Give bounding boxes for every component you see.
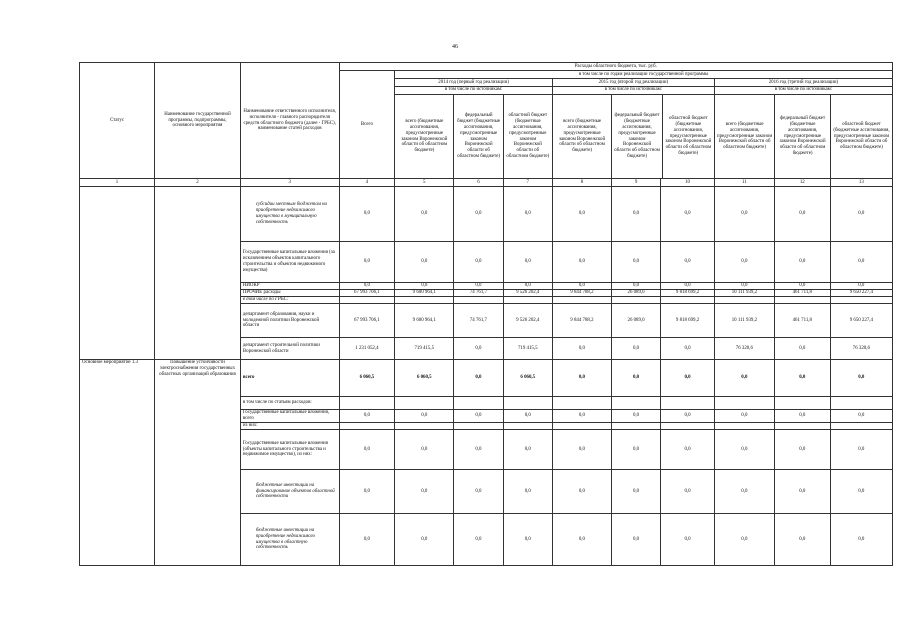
column-number: 10: [661, 179, 715, 187]
header-col-regional: областной бюджет (бюджетные ассигнования, предусмотренные законом Воронежской области об областном бюджете): [665, 115, 712, 157]
value-cell: 67 993 706,1: [339, 304, 395, 338]
header-col-total-alloc: всего (бюджетные ассигнования, предусмотренные законом Воронежской области об областном бюджете): [715, 95, 775, 178]
header-year-2015: 2015 год (второй год реализации): [552, 79, 714, 87]
status-cell: [80, 187, 155, 242]
row-label: всего: [240, 360, 339, 397]
header-by-sources-2015: в том числе по источникам:: [553, 87, 714, 95]
column-number: 1: [80, 179, 155, 187]
value-cell: 74 761,7: [454, 290, 503, 297]
value-cell: 10 111 939,2: [714, 304, 774, 338]
value-cell: 0,0: [661, 430, 715, 470]
status-cell: [80, 290, 155, 297]
column-number: 5: [395, 179, 454, 187]
value-cell: 0,0: [774, 410, 830, 423]
value-cell: 26 089,0: [611, 290, 660, 297]
value-cell: 0,0: [339, 410, 395, 423]
value-cell: 0,0: [661, 410, 715, 423]
value-cell: 0,0: [661, 242, 715, 283]
value-cell: 9 526 202,4: [503, 290, 552, 297]
status-cell: [80, 514, 155, 566]
header-col-regional: областной бюджет (бюджетные ассигнования, предусмотренные законом Воронежской области об областном бюджете): [506, 112, 550, 160]
row-label: бюджетные инвестиции на приобретение недвижимого имущества в областную собственность: [240, 514, 339, 566]
value-cell: 0,0: [714, 242, 774, 283]
table-row: [80, 290, 893, 297]
value-cell: 0,0: [830, 360, 892, 397]
value-cell: 461 711,8: [774, 304, 830, 338]
value-cell: 0,0: [714, 514, 774, 566]
column-numbers-row: [80, 179, 893, 187]
value-cell: 0,0: [611, 410, 660, 423]
table-row: [80, 430, 893, 470]
program-cell: [155, 338, 241, 360]
program-cell: Повышение устойчивости электроснабжения государственных областных организаций образования: [155, 360, 241, 397]
value-cell: 0,0: [503, 283, 552, 290]
table-row: [80, 514, 893, 566]
table-row: [80, 397, 893, 410]
page-number: 46: [452, 44, 458, 50]
value-cell: 0,0: [395, 187, 454, 242]
value-cell: 6 060,5: [395, 360, 454, 397]
value-cell: 6 060,5: [339, 360, 395, 397]
value-cell: 0,0: [611, 242, 660, 283]
table-row: [80, 360, 893, 397]
status-cell: [80, 304, 155, 338]
value-cell: 0,0: [339, 187, 395, 242]
value-cell: 0,0: [454, 514, 503, 566]
value-cell: 0,0: [611, 470, 660, 514]
column-number: 4: [339, 179, 395, 187]
value-cell: 0,0: [661, 360, 715, 397]
value-cell: 0,0: [395, 514, 454, 566]
value-cell: 9 526 202,4: [503, 304, 552, 338]
row-label: в том числе по ГРБС:: [240, 297, 339, 304]
value-cell: 9 600 964,1: [395, 304, 454, 338]
value-cell: 0,0: [503, 470, 552, 514]
value-cell: 0,0: [454, 338, 503, 360]
header-total: Всего: [339, 71, 395, 179]
value-cell: 0,0: [503, 187, 552, 242]
header-col-regional: областной бюджет (бюджетные ассигнования, предусмотренные законом Воронежской области об областном бюджете): [833, 121, 890, 151]
value-cell: 0,0: [830, 242, 892, 283]
status-cell: [80, 423, 155, 430]
value-cell: 0,0: [830, 187, 892, 242]
value-cell: 719 415,5: [503, 338, 552, 360]
header-status: Статус: [80, 63, 155, 179]
value-cell: 0,0: [395, 470, 454, 514]
value-cell: 0,0: [774, 283, 830, 290]
header-program-name: Наименование государственной программы, подпрограммы, основного мероприятия: [155, 63, 241, 179]
value-cell: 0,0: [552, 410, 611, 423]
value-cell: 0,0: [454, 410, 503, 423]
value-cell: 0,0: [503, 410, 552, 423]
program-cell: [155, 297, 241, 304]
value-cell: 9 650 227,4: [830, 304, 892, 338]
status-cell: [80, 410, 155, 423]
value-cell: 26 089,0: [611, 304, 660, 338]
header-by-sources-2014: в том числе по источникам:: [395, 87, 552, 95]
table-row: [80, 304, 893, 338]
program-cell: [155, 470, 241, 514]
row-label: бюджетные инвестиции на финансирование объектов областной собственности: [240, 470, 339, 514]
value-cell: 0,0: [661, 338, 715, 360]
program-cell: [155, 290, 241, 297]
value-cell: 0,0: [395, 283, 454, 290]
value-cell: 10 111 939,2: [714, 290, 774, 297]
value-cell: 0,0: [830, 283, 892, 290]
value-cell: 0,0: [454, 430, 503, 470]
header-col-total-alloc: всего (бюджетные ассигнования, предусмотренные законом Воронежской области об областном бюджете): [395, 95, 454, 178]
value-cell: 0,0: [774, 514, 830, 566]
header-col-federal: федеральный бюджет (бюджетные ассигнования, предусмотренные законом Воронежской области об областном бюджете): [612, 95, 663, 178]
value-cell: 0,0: [503, 430, 552, 470]
value-cell: 0,0: [661, 283, 715, 290]
value-cell: 0,0: [552, 338, 611, 360]
value-cell: 0,0: [395, 430, 454, 470]
value-cell: 0,0: [503, 514, 552, 566]
column-number: 7: [503, 179, 552, 187]
value-cell: 0,0: [774, 470, 830, 514]
value-cell: 74 761,7: [454, 304, 503, 338]
value-cell: 67 993 706,1: [339, 290, 395, 297]
status-cell: [80, 430, 155, 470]
header-expenses-title: Расходы областного бюджета, тыс. руб.: [339, 63, 892, 71]
program-cell: [155, 410, 241, 423]
row-label: ПРОЧИЕ расходы: [240, 290, 339, 297]
row-label: департамент образования, науки и молодежной политики Воронежской области: [240, 304, 339, 338]
column-number: 13: [830, 179, 892, 187]
program-cell: [155, 187, 241, 242]
value-cell: 0,0: [714, 187, 774, 242]
value-cell: 0,0: [830, 410, 892, 423]
value-cell: 0,0: [395, 242, 454, 283]
table-row: [80, 423, 893, 430]
value-cell: 0,0: [454, 283, 503, 290]
table-row: [80, 470, 893, 514]
program-cell: [155, 283, 241, 290]
value-cell: 0,0: [552, 242, 611, 283]
value-cell: 0,0: [714, 283, 774, 290]
status-cell: [80, 397, 155, 410]
table-row: [80, 242, 893, 283]
status-cell: [80, 283, 155, 290]
value-cell: 0,0: [774, 430, 830, 470]
value-cell: 0,0: [661, 187, 715, 242]
table-row: [80, 338, 893, 360]
value-cell: 0,0: [714, 360, 774, 397]
value-cell: 0,0: [339, 430, 395, 470]
value-cell: 0,0: [454, 187, 503, 242]
header-by-sources-2016: в том числе по источникам:: [715, 87, 892, 95]
value-cell: 0,0: [714, 470, 774, 514]
column-number: 6: [454, 179, 503, 187]
status-cell: [80, 242, 155, 283]
header-col-total-alloc: всего (бюджетные ассигнования, предусмотренные законом Воронежской области об областном бюджете): [553, 95, 612, 178]
value-cell: 0,0: [454, 470, 503, 514]
row-label: Государственные капитальные вложения (объекты капитального строительства и недвижимое имущество), из них:: [240, 430, 339, 470]
column-number: 12: [774, 179, 830, 187]
value-cell: 0,0: [339, 283, 395, 290]
value-cell: 461 711,8: [774, 290, 830, 297]
value-cell: 0,0: [774, 338, 830, 360]
header-col-federal: федеральный бюджет (бюджетные ассигнования, предусмотренные законом Воронежской области об областном бюджете): [775, 95, 831, 178]
status-cell: [80, 338, 155, 360]
row-label: Государственные капитальные вложения, всего: [240, 410, 339, 423]
value-cell: 0,0: [611, 360, 660, 397]
value-cell: 9 600 964,1: [395, 290, 454, 297]
value-cell: 0,0: [552, 470, 611, 514]
value-cell: 0,0: [454, 242, 503, 283]
value-cell: 9 818 699,2: [661, 290, 715, 297]
program-cell: [155, 397, 241, 410]
value-cell: 0,0: [830, 514, 892, 566]
value-cell: 6 060,5: [503, 360, 552, 397]
value-cell: 0,0: [552, 514, 611, 566]
value-cell: 0,0: [661, 470, 715, 514]
value-cell: 0,0: [454, 360, 503, 397]
program-cell: [155, 304, 241, 338]
value-cell: 0,0: [774, 187, 830, 242]
value-cell: 0,0: [339, 470, 395, 514]
program-cell: [155, 430, 241, 470]
program-cell: [155, 423, 241, 430]
value-cell: 0,0: [552, 187, 611, 242]
row-label: департамент строительной политики Воронежской области: [240, 338, 339, 360]
program-cell: [155, 242, 241, 283]
value-cell: 0,0: [714, 410, 774, 423]
value-cell: 9 844 788,2: [552, 290, 611, 297]
value-cell: 76 320,6: [830, 338, 892, 360]
value-cell: 0,0: [611, 430, 660, 470]
value-cell: 9 818 699,2: [661, 304, 715, 338]
value-cell: 76 320,6: [714, 338, 774, 360]
column-number: 2: [155, 179, 241, 187]
header-year-2016: 2016 год (третий год реализации): [714, 79, 892, 87]
status-cell: Основное мероприятие 1.3: [80, 360, 155, 397]
value-cell: 0,0: [661, 514, 715, 566]
value-cell: 0,0: [611, 338, 660, 360]
column-number: 9: [611, 179, 660, 187]
header-col-federal: федеральный бюджет (бюджетные ассигнования, предусмотренные законом Воронежской области об областном бюджете): [454, 95, 503, 178]
value-cell: 9 650 227,4: [830, 290, 892, 297]
table-row: [80, 410, 893, 423]
table-row: [80, 187, 893, 242]
value-cell: 0,0: [339, 514, 395, 566]
value-cell: 0,0: [552, 430, 611, 470]
header-by-years: в том числе по годам реализации государственной программы: [395, 71, 893, 79]
row-label: субсидии местным бюджетам на приобретение недвижимого имущества в муниципальную собственность: [240, 187, 339, 242]
column-number: 3: [240, 179, 339, 187]
column-number: 11: [714, 179, 774, 187]
table-row: [80, 283, 893, 290]
value-cell: 1 231 052,4: [339, 338, 395, 360]
header-executor: Наименование ответственного исполнителя, исполнителя - главного распорядителя средств областного бюджета (далее - ГРБС), наименование статей расходов: [240, 63, 339, 179]
value-cell: 0,0: [339, 242, 395, 283]
budget-table: [79, 62, 893, 566]
header-year-2014: 2014 год (первый год реализации): [395, 79, 553, 87]
column-number: 8: [552, 179, 611, 187]
value-cell: 0,0: [503, 242, 552, 283]
value-cell: 0,0: [774, 360, 830, 397]
row-label: Государственные капитальные вложения (за исключением объектов капитального строительства и объектов недвижимого имущества): [240, 242, 339, 283]
row-label: из них:: [240, 423, 339, 430]
value-cell: 0,0: [830, 470, 892, 514]
program-cell: [155, 514, 241, 566]
value-cell: 0,0: [611, 283, 660, 290]
status-cell: [80, 297, 155, 304]
value-cell: 719 415,5: [395, 338, 454, 360]
value-cell: 0,0: [611, 187, 660, 242]
row-label: в том числе по статьям расходов:: [240, 397, 339, 410]
value-cell: 0,0: [552, 283, 611, 290]
row-label: НИОКР: [240, 283, 339, 290]
value-cell: 0,0: [830, 430, 892, 470]
status-cell: [80, 470, 155, 514]
value-cell: 0,0: [552, 360, 611, 397]
value-cell: 0,0: [714, 430, 774, 470]
value-cell: 0,0: [395, 410, 454, 423]
value-cell: 9 844 788,2: [552, 304, 611, 338]
value-cell: 0,0: [774, 242, 830, 283]
table-row: [80, 297, 893, 304]
value-cell: 0,0: [611, 514, 660, 566]
